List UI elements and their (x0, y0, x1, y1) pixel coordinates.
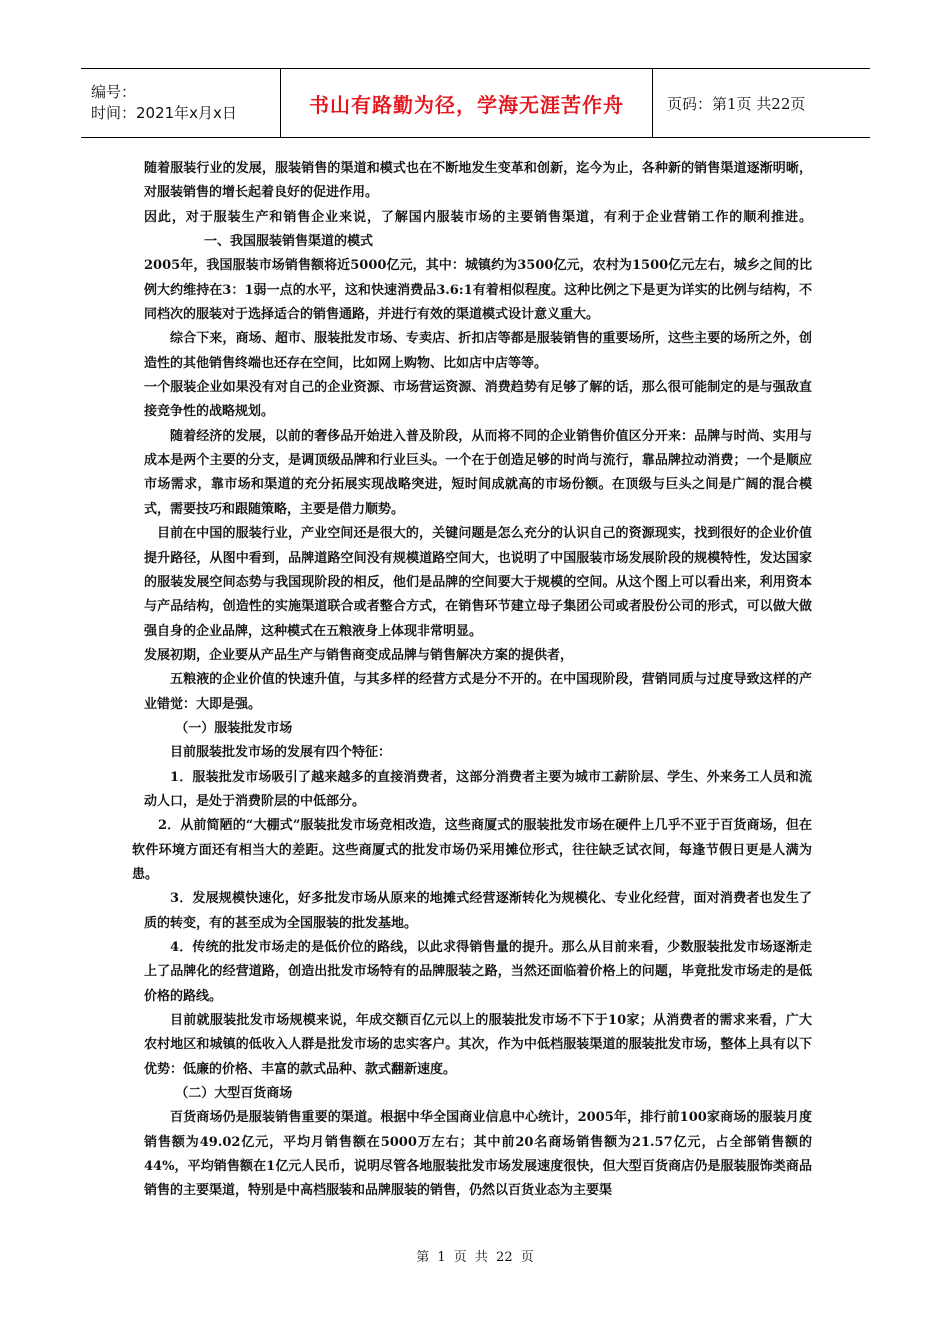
paragraph: 随着经济的发展，以前的奢侈品开始进入普及阶段，从而将不同的企业销售价值区分开来：品牌与时尚、实用与成本是两个主要的分支，是调顶级品牌和行业巨头。一个在于创造足够的时尚与流行，靠品牌拉动消费；一个是顺应市场需求，靠市场和渠道的充分拓展实现战略突进，短时间成就高的市场份额。在顶级与巨头之间是广阔的混合模式，需要技巧和跟随策略，主要是借力顺势。 (144, 428, 812, 517)
paragraph-text: 因此，对于服装生产和销售企业来说，了解国内服装市场的主要销售渠道，有利于企业营销工作的顺利推进。 (144, 209, 812, 225)
list-item: 3．发展规模快速化，好多批发市场从原来的地摊式经营逐渐转化为规模化、专业化经营，面对消费者也发生了质的转变，有的甚至成为全国服装的批发基地。 (144, 891, 812, 931)
paragraph: 2005年，我国服装市场销售额将近5000亿元，其中：城镇约为3500亿元，农村为1500亿元左右，城乡之间的比例大约维持在3：1弱一点的水平，这和快速消费品3.6:1有着相似程度。这种比例之下是更为详实的比例与结构，不同档次的服装对于选择适合的销售通路，并进行有效的渠道模式设计意义重大。 (144, 258, 812, 323)
document-body (132, 157, 812, 1204)
header-page-label: 页码：第1页 共22页 (667, 94, 806, 113)
list-item: 2．从前简陋的“大棚式”服装批发市场竞相改造，这些商厦式的服装批发市场在硬件上几乎不亚于百货商场，但在软件环境方面还有相当大的差距。这些商厦式的批发市场仍采用摊位形式，往往缺乏试衣间，每逢节假日更是人满为患。 (132, 818, 812, 882)
subsection-heading: （二）大型百货商场 (175, 1086, 293, 1102)
list-item: 4．传统的批发市场走的是低价位的路线，以此求得销售量的提升。那么从目前来看，少数服装批发市场逐渐走上了品牌化的经营道路，创造出批发市场特有的品牌服装之路，当然还面临着价格上的问题，毕竟批发市场走的是低价格的路线。 (144, 940, 812, 1004)
paragraph: 目前服装批发市场的发展有四个特征： (170, 745, 392, 761)
paragraph: 随着服装行业的发展，服装销售的渠道和模式也在不断地发生变革和创新，迄今为止，各种新的销售渠道逐渐明晰，对服装销售的增长起着良好的促进作用。 (144, 161, 812, 201)
paragraph: 发展初期，企业要从产品生产与销售商变成品牌与销售解决方案的提供者， (144, 647, 574, 663)
number-label: 编号： (91, 83, 137, 101)
header-meta (81, 69, 281, 137)
paragraph: 一个服装企业如果没有对自己的企业资源、市场营运资源、消费趋势有足够了解的话，那么很可能制定的是与强敌直接竞争性的战略规划。 (144, 380, 812, 420)
paragraph: 五粮液的企业价值的快速升值，与其多样的经营方式是分不开的。在中国现阶段，营销同质与过度导致这样的产业错觉：大即是强。 (144, 672, 812, 712)
subsection-heading: （一）服装批发市场 (175, 720, 293, 736)
section-heading: 一、我国服装销售渠道的模式 (204, 234, 374, 250)
paragraph (144, 206, 812, 255)
page-header (81, 68, 870, 138)
header-motto: 书山有路勤为径，学海无涯苦作舟 (281, 69, 653, 137)
list-item: 1．服装批发市场吸引了越来越多的直接消费者，这部分消费者主要为城市工薪阶层、学生、外来务工人员和流动人口，是处于消费阶层的中低部分。 (144, 769, 812, 809)
paragraph: 综合下来，商场、超市、服装批发市场、专卖店、折扣店等都是服装销售的重要场所，这些主要的场所之外，创造性的其他销售终端也还存在空间，比如网上购物、比如店中店等等。 (144, 331, 812, 371)
paragraph: 目前在中国的服装行业，产业空间还是很大的，关键问题是怎么充分的认识自己的资源现实，找到很好的企业价值提升路径，从图中看到，品牌道路空间没有规模道路空间大，也说明了中国服装市场发展阶段的规模特性，发达国家的服装发展空间态势与我国现阶段的相反，他们是品牌的空间要大于规模的空间。从这个图上可以看出来，利用资本与产品结构，创造性的实施渠道联合或者整合方式，在销售环节建立母子集团公司或者股份公司的形式，可以做大做强自身的企业品牌，这种模式在五粮液身上体现非常明显。 (144, 526, 812, 639)
time-label: 时间：2021年x月x日 (91, 104, 237, 122)
paragraph: 百货商场仍是服装销售重要的渠道。根据中华全国商业信息中心统计，2005年，排行前100家商场的服装月度销售额为49.02亿元，平均月销售额在5000万左右；其中前20名商场销售额为21.57亿元，占全部销售额的44%，平均销售额在1亿元人民币，说明尽管各地服装批发市场发展速度很快，但大型百货商店仍是服装服饰类商品销售的主要渠道，特别是中高档服装和品牌服装的销售，仍然以百货业态为主要渠 (144, 1110, 812, 1199)
paragraph: 目前就服装批发市场规模来说，年成交额百亿元以上的服装批发市场不下于10家；从消费者的需求来看，广大农村地区和城镇的低收入人群是批发市场的忠实客户。其次，作为中低档服装渠道的服装批发市场，整体上具有以下优势：低廉的价格、丰富的款式品种、款式翻新速度。 (144, 1013, 812, 1077)
page-footer: 第 1 页 共 22 页 (416, 1250, 534, 1265)
